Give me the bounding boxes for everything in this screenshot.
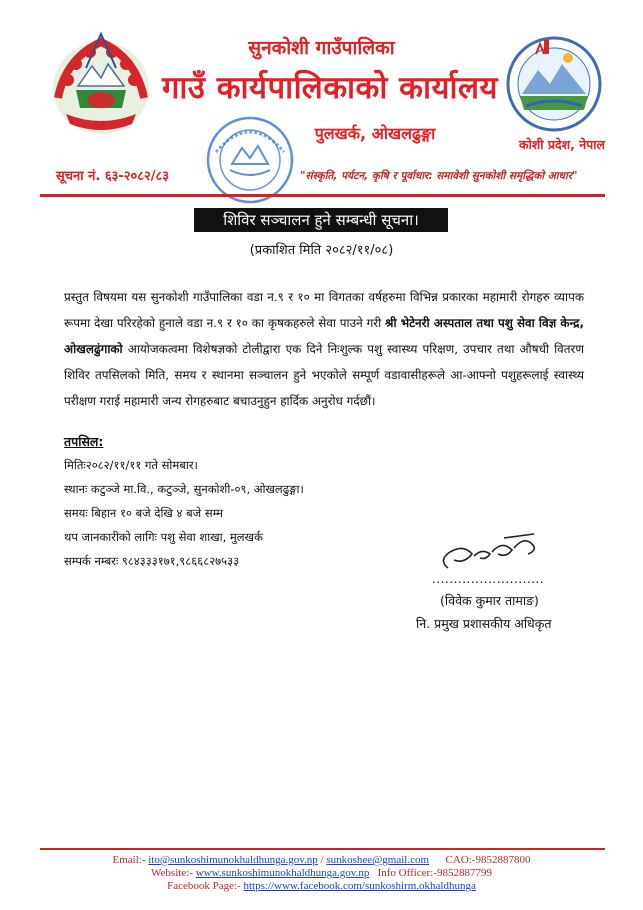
email-link-ito[interactable]: ito@sunkoshimunokhaldhunga.gov.np (148, 854, 318, 866)
facebook-label: Facebook Page:- (167, 880, 244, 892)
notice-title: शिविर सञ्चालन हुने सम्बन्धी सूचना। (194, 208, 448, 232)
detail-info: थप जानकारीको लागिः पशु सेवा शाखा, मुलखर्क (64, 530, 263, 544)
published-date: (प्रकाशित मिति २०८२/११/०८) (249, 243, 394, 258)
footer-facebook-line (0, 880, 643, 892)
body-text-part1: प्रस्तुत विषयमा यस सुनकोशी गाउँपालिका वडा न.९ र १० मा विगतका वर्षहरुमा विभिन्न प्रकारका महामारी रोगहरु व्यापक रूपमा देखा परिरहेको हुनाले वडा न.९ र १० का कृषकहरुले सेवा पाउने गरी (64, 290, 584, 330)
province-name: कोशी प्रदेश, नेपाल (518, 137, 605, 152)
detail-time: समयः बिहान १० बजे देखि ४ बजे सम्म (64, 506, 223, 520)
header-divider (40, 194, 605, 197)
detail-place: स्थानः कटुञ्जे मा.वि., कटुञ्जे, सुनकोशी-०९, ओखलढुङ्गा। (64, 482, 304, 496)
website-label: Website:- (151, 867, 196, 879)
cao-phone: CAO:-9852887800 (429, 854, 531, 866)
email-label: Email:- (112, 854, 149, 866)
signature-icon (434, 530, 544, 576)
detail-contact: सम्पर्क नम्बरः ९८४३३३१७१,९८६६८२७५३३ (64, 554, 240, 568)
info-officer-phone: Info Officer:-9852887799 (369, 867, 492, 879)
details-heading: तपसिल: (64, 434, 104, 449)
office-name: गाउँ कार्यपालिकाको कार्यालय (161, 70, 499, 106)
body-text-part2: आयोजकत्वमा विशेषज्ञको टोलीद्वारा एक दिने निःशुल्क पशु स्वास्थ्य परिक्षण, उपचार तथा औषधी वितरण शिविर तपसिलको मिति, समय र स्थानमा सञ्चालन हुने भएकोले सम्पूर्ण वडावासीहरूले आ-आफ्नो पशुहरूलाई स्वास्थ्य परीक्षण गराई महामारी जन्य रोगहरुबाट बचाउनुहुन हार्दिक अनुरोध गर्दछौं। (64, 342, 584, 408)
facebook-link[interactable]: https://www.facebook.com/sunkoshirm.okhaldhunga (243, 880, 476, 892)
email-link-gmail[interactable]: sunkoshee@gmail.com (326, 854, 430, 866)
body-paragraph (64, 284, 584, 414)
signature-line: .......................... (432, 572, 545, 586)
website-link[interactable]: www.sunkoshimunokhaldhunga.gov.np (195, 867, 370, 879)
signatory-name: (विवेक कुमार तामाङ) (440, 593, 539, 608)
email-separator: / (317, 854, 327, 866)
notice-number: सूचना नं. ६३-२०८२/८३ (56, 169, 170, 184)
office-address: पुलखर्क, ओखलढुङ्गा (314, 124, 436, 143)
footer-website-line (0, 867, 643, 879)
slogan: "संस्कृति, पर्यटन, कृषि र पूर्वाधार: समावेशी सुनकोशी समृद्धिको आधार" (300, 170, 578, 182)
footer-divider (40, 848, 605, 850)
body-text-organizer: श्री भेटेनरी अस्पताल तथा पशु सेवा विज्ञ केन्द्र, ओखलढुंगाको (64, 316, 584, 356)
signatory-designation: नि. प्रमुख प्रशासकीय अधिकृत (416, 616, 552, 631)
detail-date: मितिः२०८२/११/११ गते सोमबार। (64, 458, 198, 472)
municipality-name: सुनकोशी गाउँपालिका (248, 37, 395, 59)
footer-email-line (0, 854, 643, 866)
